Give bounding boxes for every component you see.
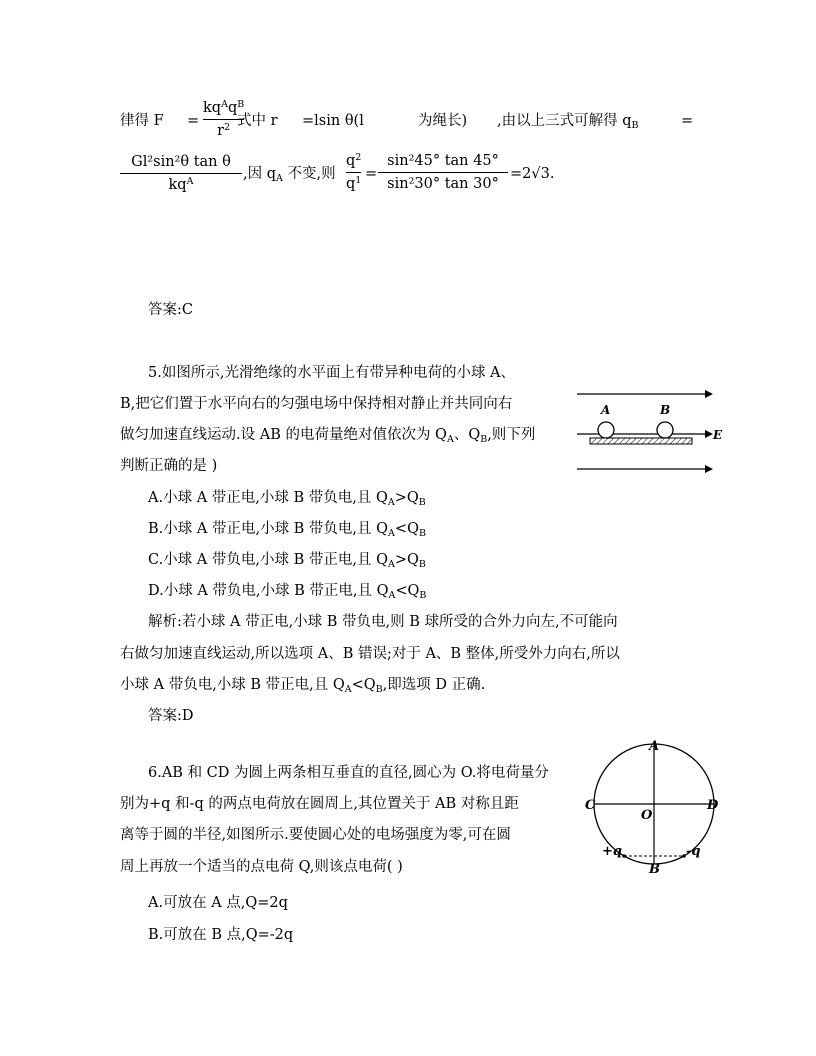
subscript: A — [388, 590, 396, 601]
frac-text: q — [227, 100, 238, 116]
label-a: A — [649, 739, 660, 754]
subscript: B — [631, 120, 639, 131]
subscript: A — [387, 497, 395, 508]
label-pos-q: +q — [602, 844, 622, 859]
derivation-text: 为绳长) — [418, 113, 468, 129]
subscript: B — [480, 434, 488, 445]
label-neg-q: -q — [686, 844, 701, 859]
derivation-text: =lsin θ(l — [302, 113, 364, 129]
q6-option-a: A.可放在 A 点,Q=2q — [148, 895, 288, 911]
field-line — [577, 465, 713, 473]
fraction-q2-over-q1 — [346, 154, 361, 191]
derivation-text: 不变,则 — [282, 166, 336, 182]
label-b: B — [649, 862, 660, 877]
equals-sign: = — [187, 113, 200, 129]
frac-text: Gl²sin²θ tan θ — [131, 154, 231, 170]
q5-text: 做匀加速直线运动.设 AB 的电荷量绝对值依次为 Q — [120, 427, 447, 443]
option-text: >Q — [394, 490, 419, 506]
subscript: A — [387, 559, 395, 570]
q5-analysis-1: 解析:若小球 A 带正电,小球 B 带负电,则 B 球所受的合外力向左,不可能向 — [148, 614, 618, 630]
q5-option-c — [148, 553, 426, 568]
subscript: A — [446, 434, 454, 445]
derivation-text: ,由以上三式可解得 q — [497, 113, 632, 129]
field-line — [577, 390, 713, 398]
equals-sign: = — [681, 113, 694, 129]
frac-sup: 2 — [355, 152, 362, 163]
option-text: >Q — [394, 552, 419, 568]
ball-b — [657, 422, 673, 438]
fraction-gl2 — [120, 155, 242, 192]
subscript: A — [388, 528, 395, 539]
subscript: A — [344, 684, 352, 695]
frac-sup: A — [221, 99, 228, 110]
label-e: E — [713, 428, 723, 442]
derivation-text — [243, 167, 336, 182]
subscript: B — [418, 559, 426, 570]
frac-text: sin²45° tan 45° — [387, 153, 499, 169]
q5-field-figure — [575, 386, 735, 486]
q6-circle-figure — [585, 735, 735, 875]
ball-a — [598, 422, 614, 438]
q6-line-1: 6.AB 和 CD 为圆上两条相互垂直的直径,圆心为 O.将电荷量分 — [148, 765, 549, 781]
q5-text: 、Q — [453, 427, 481, 443]
option-text: C.小球 A 带负电,小球 B 带正电,且 Q — [148, 552, 388, 568]
option-text: D.小球 A 带负电,小球 B 带正电,且 Q — [148, 583, 389, 599]
analysis-text: <Q — [351, 677, 376, 693]
result-value: =2√3. — [510, 166, 555, 182]
q5-line-3 — [120, 428, 535, 443]
q5-line-1: 5.如图所示,光滑绝缘的水平面上有带异种电荷的小球 A、 — [148, 365, 516, 381]
q5-line-2: B,把它们置于水平向右的匀强电场中保持相对静止并共同向右 — [120, 396, 513, 412]
q6-option-b: B.可放在 B 点,Q=-2q — [148, 927, 294, 943]
analysis-text: 小球 A 带负电,小球 B 带正电,且 Q — [120, 677, 345, 693]
q6-line-2: 别为+q 和-q 的两点电荷放在圆周上,其位置关于 AB 对称且距 — [120, 796, 519, 812]
answer-c: 答案:C — [148, 302, 193, 318]
frac-sup: B — [237, 99, 245, 110]
q5-option-b — [148, 522, 426, 537]
subscript: B — [375, 684, 383, 695]
label-b: B — [660, 403, 671, 417]
derivation-text: ,因 q — [243, 166, 277, 182]
fraction-bar — [346, 172, 361, 173]
frac-sup: 2 — [224, 121, 231, 133]
frac-sup: A — [186, 175, 194, 187]
charge-pos-dot — [622, 854, 626, 858]
label-a: A — [601, 403, 611, 417]
subscript: A — [276, 173, 283, 184]
q5-line-4: 判断正确的是 ) — [120, 458, 218, 474]
derivation-line-1 — [120, 114, 164, 129]
answer-d: 答案:D — [148, 708, 194, 724]
fraction-bar — [120, 173, 242, 174]
q6-line-3: 离等于圆的半径,如图所示.要使圆心处的电场强度为零,可在圆 — [120, 827, 511, 843]
derivation-text: 律得 F — [120, 113, 164, 129]
q5-option-d — [148, 584, 426, 599]
option-text: B.小球 A 带正电,小球 B 带负电,且 Q — [148, 521, 389, 537]
label-d: D — [707, 798, 719, 813]
field-line — [577, 430, 713, 438]
q5-text: ,则下列 — [487, 427, 536, 443]
subscript: B — [418, 497, 426, 508]
fraction-bar — [378, 172, 508, 173]
derivation-text — [497, 114, 638, 129]
label-c: C — [585, 798, 596, 813]
q5-analysis-3 — [120, 678, 485, 693]
equals-sign: = — [365, 166, 378, 182]
frac-text: sin²30° tan 30° — [387, 175, 499, 192]
frac-text: q — [346, 153, 356, 169]
q6-line-4: 周上再放一个适当的点电荷 Q,则该点电荷( ) — [120, 859, 403, 875]
frac-text: kq — [203, 100, 222, 116]
option-text: A.小球 A 带正电,小球 B 带负电,且 Q — [148, 490, 388, 506]
frac-sup: 1 — [355, 174, 362, 186]
frac-text: kq — [168, 176, 187, 193]
label-o: O — [641, 808, 653, 823]
frac-text: r — [217, 122, 225, 139]
subscript: B — [419, 590, 427, 601]
subscript: B — [418, 528, 426, 539]
option-text: <Q — [395, 583, 420, 599]
ground-surface — [590, 438, 692, 444]
analysis-text: ,即选项 D 正确. — [382, 677, 486, 693]
fraction-sin-tan — [378, 154, 508, 191]
derivation-text: 式中 r — [237, 113, 278, 129]
frac-text: q — [346, 175, 356, 192]
q5-analysis-2: 右做匀加速直线运动,所以选项 A、B 错误;对于 A、B 整体,所受外力向右,所以 — [120, 646, 620, 662]
q5-option-a — [148, 491, 426, 506]
option-text: <Q — [394, 521, 419, 537]
